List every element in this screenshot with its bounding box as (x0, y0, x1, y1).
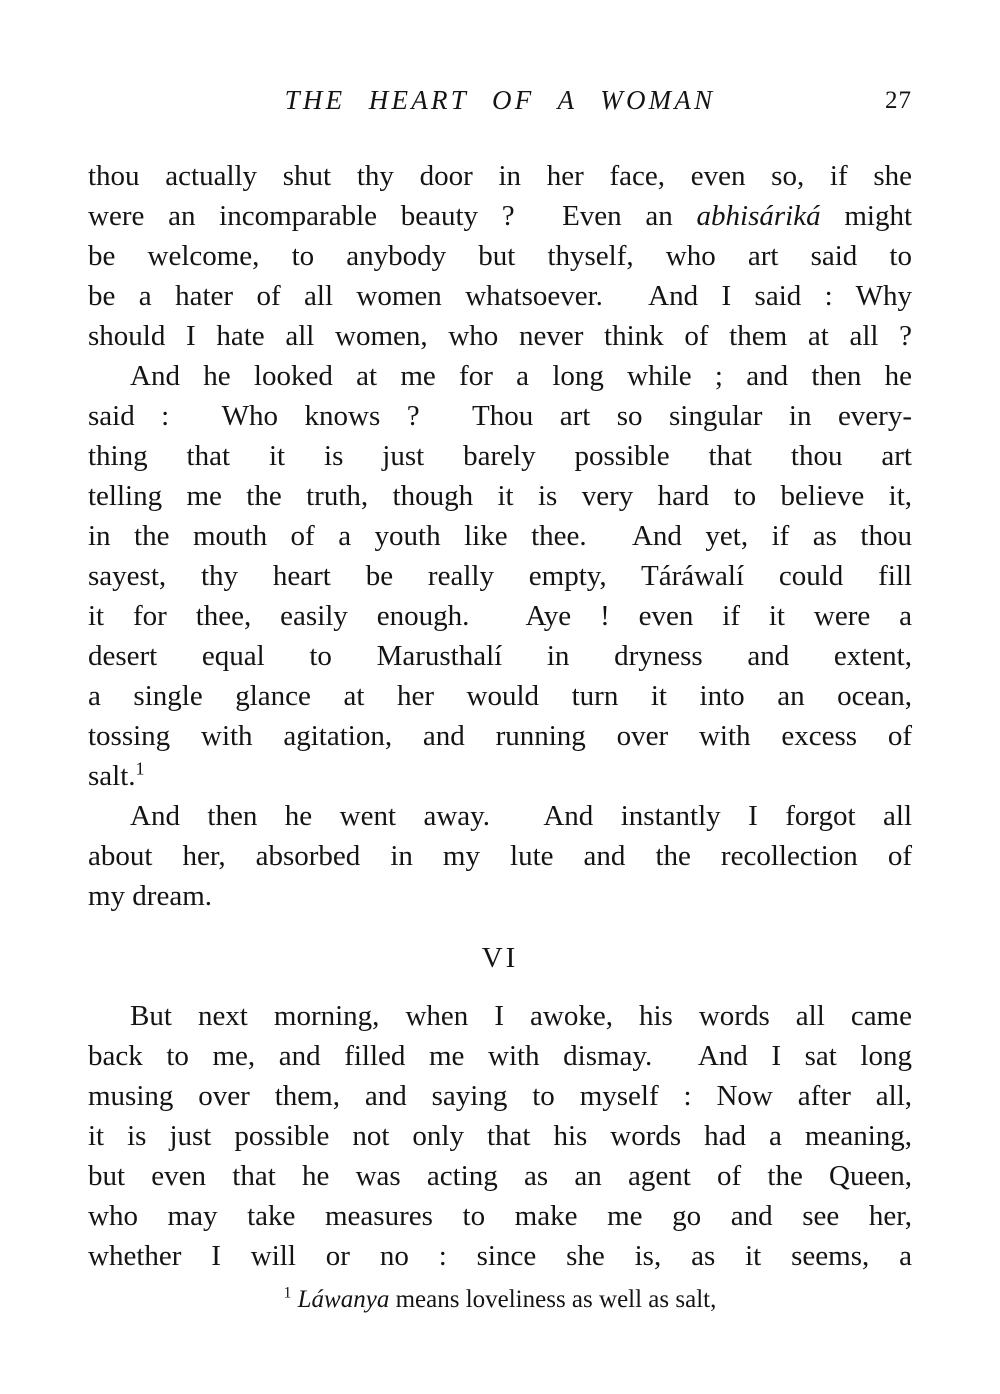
text-line: a single glance at her would turn it into an ocean, (88, 680, 912, 712)
body-text (88, 156, 912, 1276)
text-line: it is just possible not only that his words had a meaning, (88, 1120, 912, 1152)
text-line: were an incomparable beauty ? Even an abhisáriká might (88, 200, 912, 232)
text-line: musing over them, and saying to myself : Now after all, (88, 1080, 912, 1112)
text-line: thou actually shut thy door in her face, even so, if she (88, 160, 912, 192)
text-line: whether I will or no : since she is, as it seems, a (88, 1240, 912, 1272)
paragraph (88, 996, 912, 1276)
running-header (88, 84, 912, 116)
text-line: it for thee, easily enough. Aye ! even if it were a (88, 600, 912, 632)
text-line: desert equal to Marusthalí in dryness and extent, (88, 640, 912, 672)
paragraph (88, 356, 912, 796)
footnote-marker: 1 (283, 1284, 292, 1302)
footnote-term: Láwanya (297, 1286, 390, 1313)
text-line: in the mouth of a youth like thee. And yet, if as thou (88, 520, 912, 552)
text-line: But next morning, when I awoke, his words all came (130, 1000, 912, 1032)
section-heading: VI (481, 942, 519, 974)
text-line: said : Who knows ? Thou art so singular in every- (88, 400, 912, 432)
text-line: be welcome, to anybody but thyself, who art said to (88, 240, 912, 272)
paragraph (88, 156, 912, 356)
text-line: salt.$^1$ (88, 758, 145, 792)
text-line: who may take measures to make me go and see her, (88, 1200, 912, 1232)
page-number: 27 (885, 87, 912, 114)
paragraph (88, 796, 912, 916)
text-line: tossing with agitation, and running over with excess of (88, 720, 912, 752)
text-line: sayest, thy heart be really empty, Táráwalí could fill (88, 560, 912, 592)
text-line: And then he went away. And instantly I forgot all (130, 800, 912, 832)
page-content (88, 0, 912, 1316)
text-line: And he looked at me for a long while ; and then he (130, 360, 912, 392)
text-line: be a hater of all women whatsoever. And I said : Why (88, 280, 912, 312)
footnote (88, 1284, 912, 1316)
text-line: thing that it is just barely possible that thou art (88, 440, 912, 472)
text-line: back to me, and filled me with dismay. And I sat long (88, 1040, 912, 1072)
page-title: THE HEART OF A WOMAN (284, 85, 716, 115)
text-line: my dream. (88, 880, 213, 912)
text-line: but even that he was acting as an agent of the Queen, (88, 1160, 912, 1192)
text-line: should I hate all women, who never think of them at all ? (88, 320, 912, 352)
text-line: about her, absorbed in my lute and the recollection of (88, 840, 912, 872)
footnote-text: means loveliness as well as salt, (389, 1286, 717, 1313)
text-line: telling me the truth, though it is very hard to believe it, (88, 480, 912, 512)
